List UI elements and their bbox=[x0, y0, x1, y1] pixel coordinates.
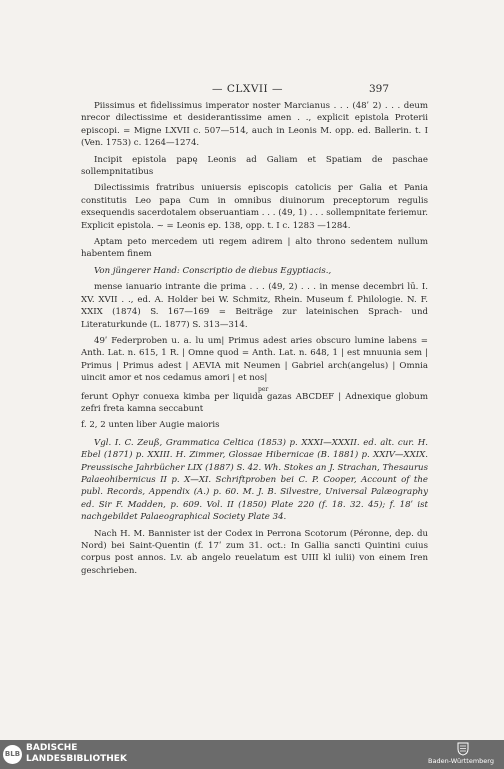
paragraph-later-hand: Von jüngerer Hand: Conscriptio de diebus Egyptiacis., bbox=[94, 265, 332, 276]
library-name-line2: LANDESBIBLIOTHEK bbox=[26, 754, 127, 764]
crest-icon bbox=[456, 742, 470, 756]
page-header bbox=[0, 83, 504, 97]
page-number: 397 bbox=[369, 83, 390, 95]
paragraph-federproben: 49ʹ Federproben u. a. lu um| Primus adest aries obscuro lumine labens = Anth. Lat. n. 615, 1 R. | Omne quod = Anth. Lat. n. 648, 1 | est mnuunia sem | Primus | Primus adest | AEVIA mit Neumen | Gabriel arch(angelus) | Omnia uincit amor et nos cedamus amori | et nos| bbox=[81, 335, 428, 384]
interlinear-per: per bbox=[258, 385, 269, 393]
paragraph-incipit: Incipit epistola papę Leonis ad Galiam et Spatiam de paschae sollempnitatibus bbox=[81, 154, 428, 178]
paragraph-mense: mense ianuario intrante die prima . . . (49, 2) . . . in mense decembri lū. I. XV. XVII . ., ed. A. Holder bei W. Schmitz, Rhein. Museum f. Philologie. N. F. XXIX (1874) S. 167—169 = Beiträge zur lateinischen Sprach- und Literaturkunde (L. 1877) S. 313—314. bbox=[81, 282, 428, 330]
paragraph-vgl: Vgl. I. C. Zeuß, Grammatica Celtica (1853) p. XXXI—XXXII. ed. alt. cur. H. Ebel (1871) p. XXIII. H. Zimmer, Glossae Hibernicae (B. 1881) p. XXIV—XXIX. Preussische Jahrbücher LIX (1887) S. 42. Wh. Stokes an J. Strachan, Thesaurus Palaeohibernicus II p. X—XI. Schriftproben bei C. P. Cooper, Account of the publ. Records, Appendix (A.) p. 60. M. J. B. Silvestre, Universal Palæography ed. Sir F. Madden, p. 609. Vol. II (1850) Plate 220 (f. 18. 32. 45); f. 18ʹ ist nachgebildet Palaeographical Society Plate 34. bbox=[81, 437, 428, 523]
paragraph-aptam: Aptam peto mercedem uti regem adirem | alto throno sedentem nullum habentem finem bbox=[81, 237, 428, 260]
paragraph-dilectissimis: Dilectissimis fratribus uniuersis episcopis catolicis per Galia et Pania constitutis Leo papa Cum in omnibus diuinorum preceptorum regulis exsequendis sacerdotalem obseruantiam . . . (49, 1) . . . sollempnitate feriemur. Explicit epistola. ~ = Leonis ep. 138, opp. t. I c. 1283 —1284. bbox=[81, 183, 428, 231]
library-footer bbox=[0, 740, 504, 769]
library-name bbox=[26, 743, 127, 765]
paragraph-f2: f. 2, 2 unten liber Augie maioris bbox=[81, 420, 220, 431]
library-name-line1: BADISCHE bbox=[26, 743, 78, 753]
page-signature: — CLXVII — bbox=[212, 83, 284, 95]
baden-wuerttemberg-label: Baden-Württemberg bbox=[428, 757, 494, 765]
paragraph-piissimus: Piissimus et fidelissimus imperator noster Marcianus . . . (48ʹ 2) . . . deum nrecor dilectissime et desiderantissime amen . ., explicit epistola Proterii episcopi. = Migne LXVII c. 507—514, auch in Leonis M. opp. ed. Ballerin. t. I (Ven. 1753) c. 1264—1274. bbox=[81, 101, 428, 149]
paragraph-bannister: Nach H. M. Bannister ist der Codex in Perrona Scotorum (Péronne, dep. du Nord) bei Saint-Quentin (f. 17ʹ zum 31. oct.: In Gallia sancti Quintini cuius corpus post annos. Lv. ab angelo reuelatum est UIII kl iulii) von einem Iren geschrieben. bbox=[81, 528, 428, 576]
interlinear-row bbox=[81, 385, 428, 391]
page-body bbox=[81, 100, 428, 577]
blb-logo: BLB bbox=[3, 745, 22, 764]
paragraph-ferunt: ferunt Ophyr conuexa kimba per liquida gazas ABCDEF | Adnexique globum zefri freta kamna seccabunt bbox=[81, 391, 428, 414]
